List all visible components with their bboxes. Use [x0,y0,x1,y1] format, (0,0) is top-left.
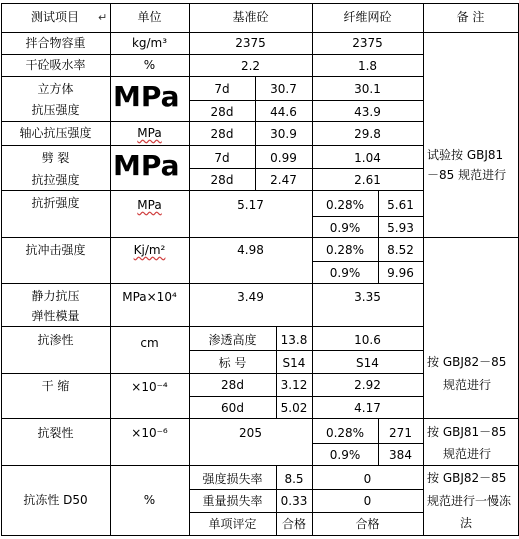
fiber-seepage-height: 10.6 [354,333,381,347]
fiber-axial: 29.8 [354,127,381,141]
note-frost-line3: 法 [460,516,473,530]
row-separator [1,121,423,122]
unit-cube-strength: MPa [113,80,180,113]
fiber-mix-density: 2375 [352,36,383,50]
fiber-seepage-grade: S14 [356,356,379,370]
fiber-flexural-v2: 5.93 [387,221,414,235]
table-border-bottom [1,535,518,536]
fiber-frost-rating: 合格 [355,517,380,531]
row-label-crack: 抗裂性 [37,426,74,440]
note-crack-line1: 按 GBJ81－85 [427,425,507,439]
fiber-impact-p2: 0.9% [329,266,361,280]
header-note: 备 注 [456,10,485,24]
paragraph-mark: ↵ [98,11,108,24]
age-shrink-60d: 60d [221,401,244,415]
fiber-shrink-28d: 2.92 [354,378,381,392]
unit-seepage: cm [140,336,159,350]
row-separator [1,76,423,77]
base-frost-rating: 合格 [281,517,306,531]
age-split-28d: 28d [210,173,234,187]
row-label-flexural: 抗折强度 [31,196,80,210]
fiber-modulus: 3.35 [354,290,381,304]
base-flexural: 5.17 [237,198,264,212]
fiber-impact-v2: 9.96 [387,266,414,280]
row-separator [1,54,423,55]
base-seepage-height: 13.8 [280,333,308,347]
row-separator [189,100,423,101]
row-separator [1,326,423,327]
age-shrink-28d: 28d [221,378,244,392]
row-separator [312,443,423,444]
unit-dry-absorption: % [143,58,156,72]
column-separator [110,3,111,536]
row-separator [189,396,423,397]
row-label-axial: 轴心抗压强度 [19,126,92,140]
base-dry-absorption: 2.2 [240,59,261,73]
base-shrink-60d: 5.02 [280,401,308,415]
header-unit: 单位 [137,10,162,24]
row-label-split-line1: 劈 裂 [41,151,70,165]
fiber-shrink-60d: 4.17 [354,401,381,415]
row-separator [189,489,423,490]
sub-frost-rating: 单项评定 [208,517,257,531]
row-label-shrink: 干 缩 [41,379,70,393]
unit-mix-density: kg/m³ [131,36,168,50]
fiber-flexural-p2: 0.9% [329,221,361,235]
age-split-7d: 7d [214,151,230,165]
unit-shrink: ×10⁻⁴ [131,380,168,394]
fiber-cube-7d: 30.1 [354,82,381,96]
unit-flexural: MPa [137,198,162,212]
row-separator [1,465,518,466]
row-label-dry-absorption: 干砼吸水率 [25,58,86,72]
note-gbj82-line1: 按 GBJ82－85 [427,355,507,369]
fiber-dry-absorption: 1.8 [357,59,378,73]
row-separator [1,32,518,33]
fiber-crack-p1: 0.28% [325,426,365,440]
row-label-frost: 抗冻性 D50 [23,493,88,507]
row-separator [189,168,423,169]
age-cube-7d: 7d [214,82,230,96]
fiber-cube-28d: 43.9 [354,105,381,119]
fiber-split-7d: 1.04 [354,151,381,165]
row-separator [312,216,423,217]
fiber-flexural-v1: 5.61 [387,198,414,212]
header-base: 基准砼 [232,10,269,24]
row-separator [1,145,423,146]
base-split-28d: 2.47 [270,173,297,187]
unit-crack: ×10⁻⁶ [131,426,168,440]
row-label-cube-line1: 立方体 [37,82,74,96]
fiber-crack-p2: 0.9% [329,448,361,462]
unit-frost: % [143,493,156,507]
base-cube-7d: 30.7 [270,82,297,96]
fiber-crack-v2: 384 [389,448,412,462]
fiber-split-28d: 2.61 [354,173,381,187]
row-separator [1,237,518,238]
note-gbj81-line1: 试验按 GBJ81 [427,148,504,162]
unit-axial: MPa [137,126,162,140]
unit-impact: Kj/m² [133,243,166,257]
row-separator [1,283,423,284]
unit-modulus: MPa×10⁴ [122,290,177,304]
age-cube-28d: 28d [210,105,234,119]
base-cube-28d: 44.6 [270,105,297,119]
note-gbj81-line2: －85 规范进行 [427,168,507,182]
base-impact: 4.98 [237,243,264,257]
base-modulus: 3.49 [237,290,264,304]
header-fiber: 纤维网砼 [343,10,392,24]
row-label-cube-line2: 抗压强度 [31,103,80,117]
base-seepage-grade: S14 [282,356,306,370]
row-separator [312,261,423,262]
row-label-mix-density: 拌合物容重 [25,36,86,50]
header-item: 测试项目 [30,10,79,24]
age-axial: 28d [210,127,234,141]
column-separator [423,3,424,536]
row-separator [189,512,423,513]
row-label-impact: 抗冲击强度 [25,243,86,257]
fiber-impact-v1: 8.52 [387,243,414,257]
base-frost-weight: 0.33 [280,494,308,508]
base-frost-strength: 8.5 [284,472,304,486]
note-frost-line1: 按 GBJ82－85 [427,471,507,485]
sub-frost-weight: 重量损失率 [202,494,263,508]
row-label-modulus-line2: 弹性模量 [31,309,80,323]
table-border-top [1,3,518,4]
base-crack: 205 [239,426,262,440]
note-crack-line2: 规范进行 [443,447,492,461]
sub-seepage-grade: 标 号 [218,356,247,370]
sub-frost-strength: 强度损失率 [202,472,263,486]
fiber-impact-p1: 0.28% [325,243,365,257]
row-separator [189,350,423,351]
row-label-seepage: 抗渗性 [37,333,74,347]
base-split-7d: 0.99 [270,151,297,165]
row-label-modulus-line1: 静力抗压 [31,289,80,303]
row-separator [1,190,423,191]
row-separator [1,373,423,374]
note-frost-line2: 规范进行一慢冻 [427,494,512,508]
fiber-crack-v1: 271 [389,426,412,440]
unit-split: MPa [113,149,180,182]
note-gbj82-line2: 规范进行 [443,378,492,392]
base-shrink-28d: 3.12 [280,378,308,392]
fiber-flexural-p1: 0.28% [325,198,365,212]
row-label-split-line2: 抗拉强度 [31,173,80,187]
fiber-frost-strength: 0 [363,472,372,486]
row-separator [1,418,518,419]
base-axial: 30.9 [270,127,297,141]
base-mix-density: 2375 [235,36,266,50]
fiber-frost-weight: 0 [363,494,372,508]
sub-seepage-height: 渗透高度 [208,333,257,347]
